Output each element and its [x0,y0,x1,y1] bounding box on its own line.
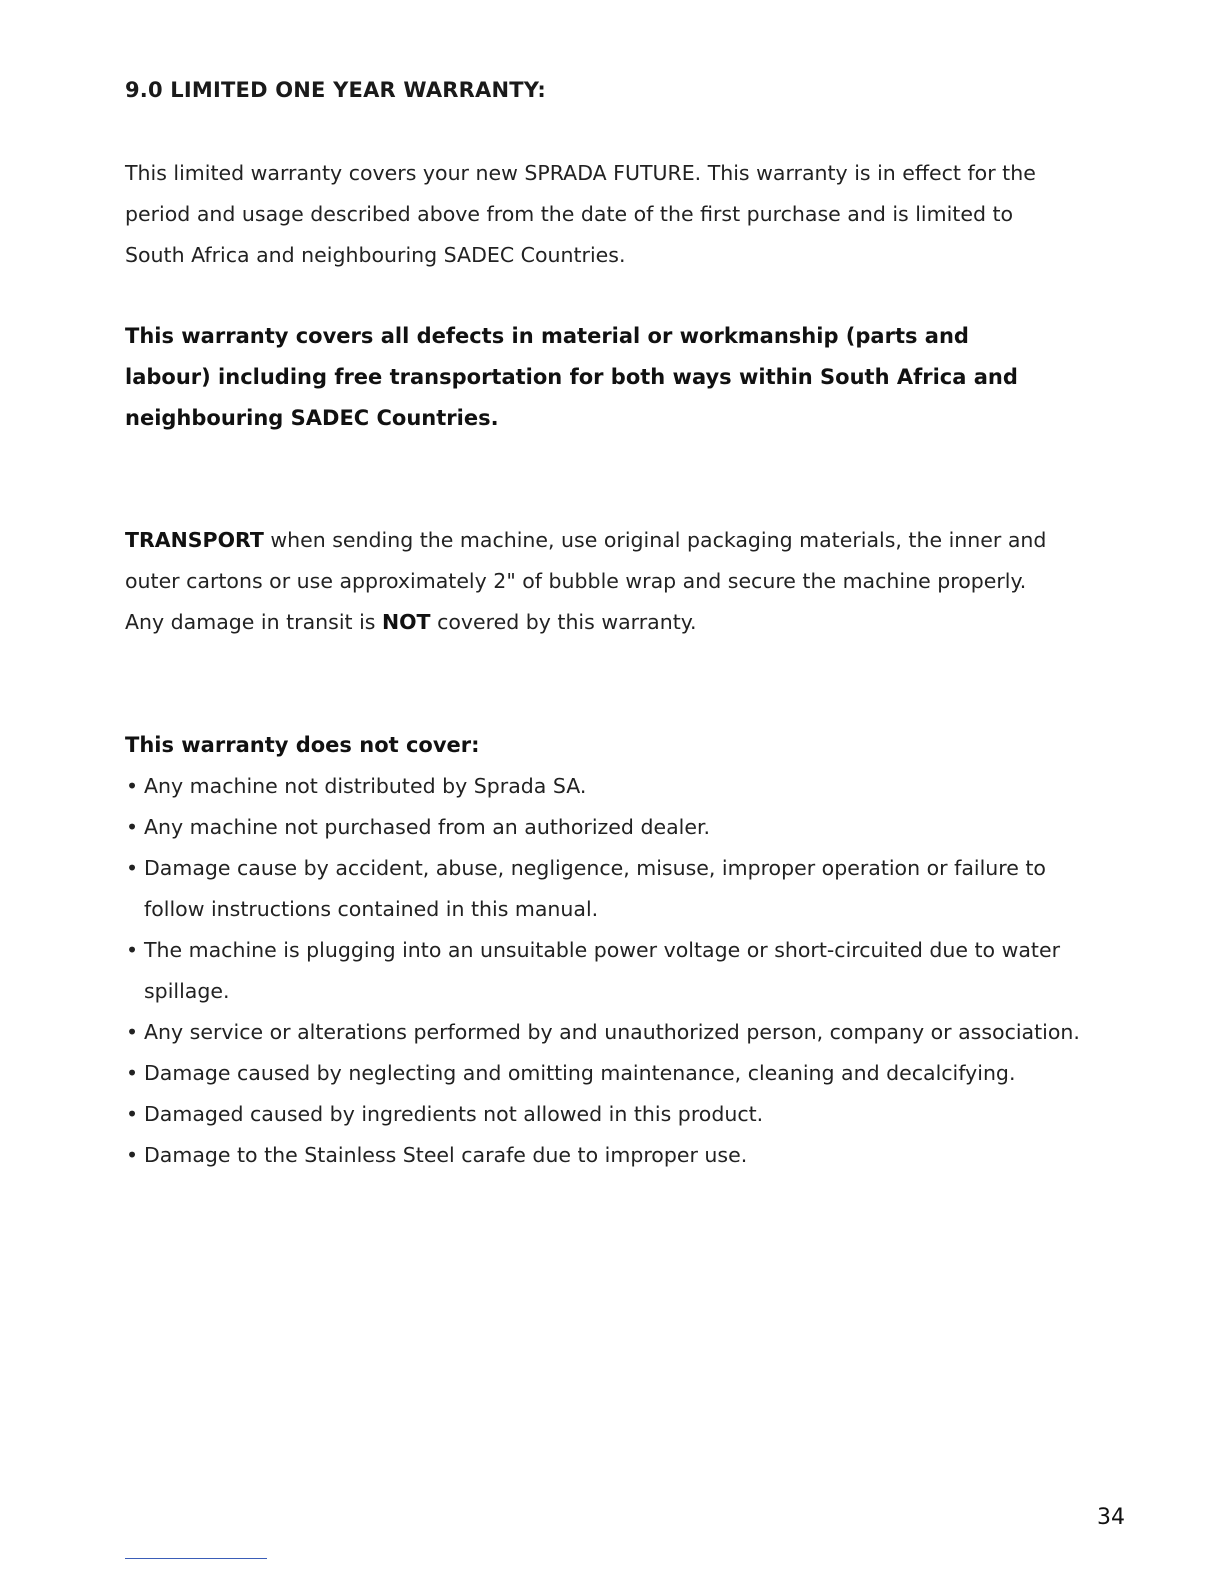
not-covered-list [125,766,1090,1176]
list-item: • The machine is plugging into an unsuitable power voltage or short-circuited due to water spillage. [125,930,1090,1012]
list-item: • Any service or alterations performed by and unauthorized person, company or association. [125,1012,1090,1053]
list-item: • Damaged caused by ingredients not allowed in this product. [125,1094,1090,1135]
transport-label: TRANSPORT [125,528,264,552]
transport-emphasis: NOT [381,610,431,634]
list-item: • Damage caused by neglecting and omitting maintenance, cleaning and decalcifying. [125,1053,1090,1094]
transport-text-after: covered by this warranty. [430,610,697,634]
coverage-paragraph: This warranty covers all defects in material or workmanship (parts and labour) including free transportation for both ways within South Africa and neighbouring SADEC Countries. [125,324,1018,430]
page-number: 34 [1097,1505,1125,1530]
footer-divider [125,1558,267,1559]
list-item: • Damage cause by accident, abuse, negligence, misuse, improper operation or failure to follow instructions contained in this manual. [125,848,1090,930]
list-item: • Any machine not distributed by Sprada SA. [125,766,1090,807]
transport-text-before: when sending the machine, use original packaging materials, the inner and outer cartons or use approximately 2" of bubble wrap and secure the machine properly. Any damage in transit is [125,528,1047,634]
list-item: • Any machine not purchased from an authorized dealer. [125,807,1090,848]
list-item: • Damage to the Stainless Steel carafe due to improper use. [125,1135,1090,1176]
not-covered-title: This warranty does not cover: [125,733,480,757]
transport-paragraph [125,520,1060,643]
intro-paragraph: This limited warranty covers your new SPRADA FUTURE. This warranty is in effect for the period and usage described above from the date of the first purchase and is limited to South Africa and neighbouring SADEC Countries. [125,161,1036,267]
section-heading: 9.0 LIMITED ONE YEAR WARRANTY: [125,78,546,102]
